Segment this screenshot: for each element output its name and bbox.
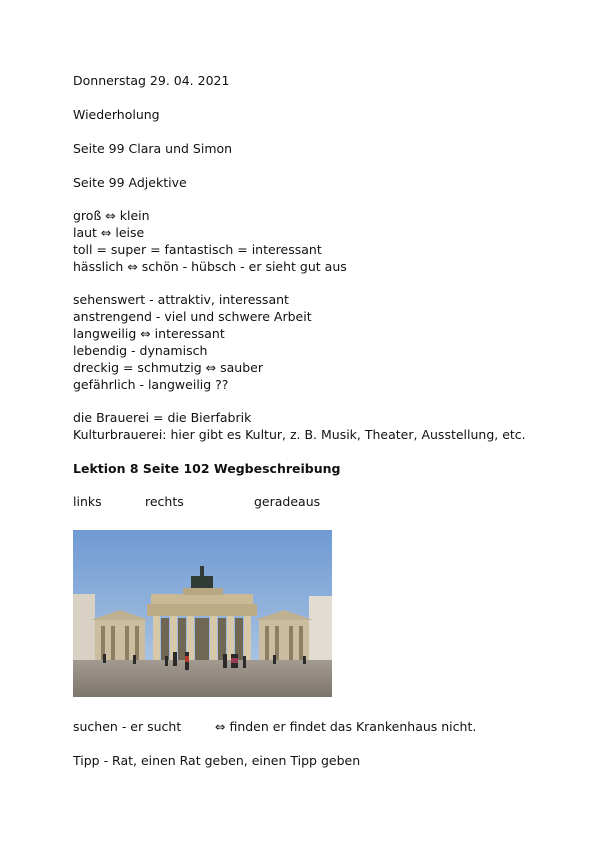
brewery-line: die Brauerei = die Bierfabrik — [73, 410, 252, 425]
adjective-line: lebendig - dynamisch — [73, 343, 208, 358]
direction-straight: geradeaus — [254, 494, 321, 509]
adjective-line: dreckig = schmutzig ⇔ sauber — [73, 360, 263, 375]
adjective-line: laut ⇔ leise — [73, 225, 145, 240]
review-line: Wiederholung — [73, 107, 160, 122]
brandenburg-gate-photo — [73, 530, 332, 697]
adjective-line: anstrengend - viel und schwere Arbeit — [73, 309, 312, 324]
date-line: Donnerstag 29. 04. 2021 — [73, 73, 230, 88]
page99-clara-line: Seite 99 Clara und Simon — [73, 141, 233, 156]
lesson-heading: Lektion 8 Seite 102 Wegbeschreibung — [73, 461, 341, 476]
direction-left: links — [73, 494, 102, 509]
adjective-line: langweilig ⇔ interessant — [73, 326, 225, 341]
brewery-line: Kulturbrauerei: hier gibt es Kultur, z. B. Musik, Theater, Ausstellung, etc. — [73, 427, 526, 442]
adjective-line: gefährlich - langweilig ?? — [73, 377, 229, 392]
page99-adjective-line: Seite 99 Adjektive — [73, 175, 187, 190]
search-line-b: ⇔ finden er findet das Krankenhaus nicht. — [215, 719, 477, 734]
adjective-line: hässlich ⇔ schön - hübsch - er sieht gut aus — [73, 259, 347, 274]
adjective-line: sehenswert - attraktiv, interessant — [73, 292, 289, 307]
direction-right: rechts — [145, 494, 184, 509]
tip-line: Tipp - Rat, einen Rat geben, einen Tipp geben — [73, 753, 361, 768]
adjective-line: groß ⇔ klein — [73, 208, 150, 223]
search-line-a: suchen - er sucht — [73, 719, 182, 734]
adjective-line: toll = super = fantastisch = interessant — [73, 242, 322, 257]
